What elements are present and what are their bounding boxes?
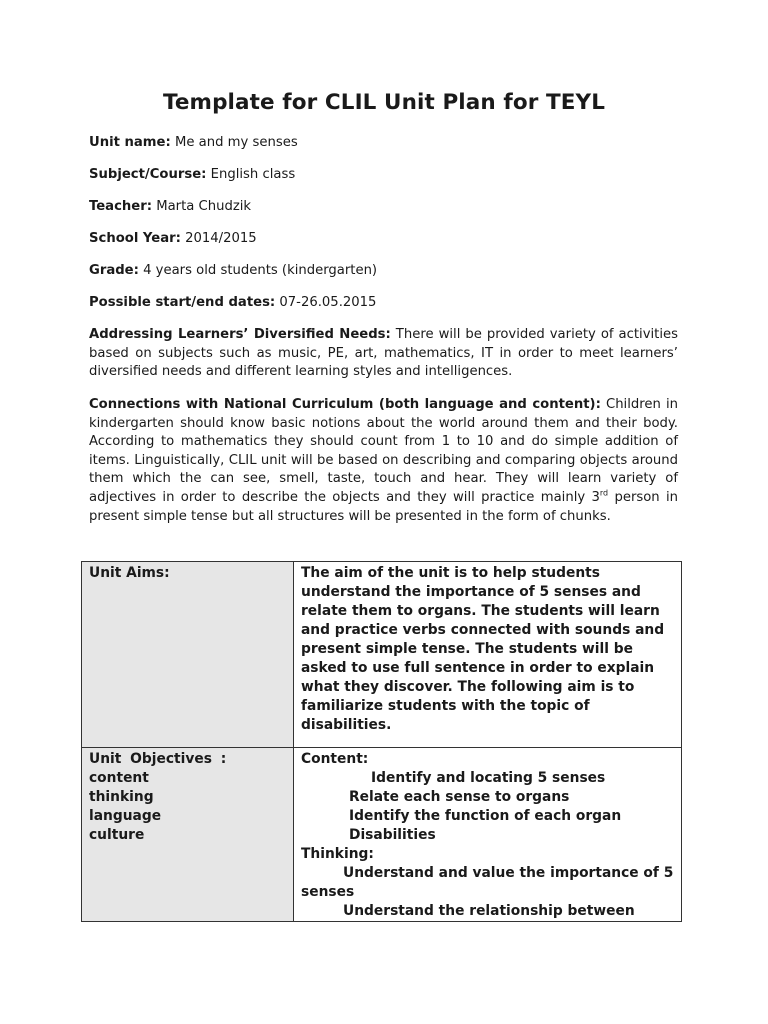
curriculum-label: Connections with National Curriculum (both language and content): xyxy=(89,397,601,412)
teacher-label: Teacher: xyxy=(89,199,153,214)
content-item: Identify the function of each organ xyxy=(349,808,622,824)
thinking-item: Understand and value the importance of 5 senses xyxy=(301,865,674,900)
objectives-label: Unit Objectives : xyxy=(89,751,227,767)
dates-value: 07-26.05.2015 xyxy=(279,295,377,310)
unit-aims-label: Unit Aims: xyxy=(89,565,170,581)
content-heading: Content: xyxy=(301,751,369,767)
content-item: Identify and locating 5 senses xyxy=(371,770,606,786)
unit-name-value: Me and my senses xyxy=(174,135,298,150)
objectives-label: content xyxy=(89,770,149,786)
grade-field xyxy=(89,262,377,280)
objectives-label: culture xyxy=(89,827,145,843)
unit-objectives-content-cell xyxy=(294,748,682,922)
unit-aims-text: The aim of the unit is to help students understand the importance of 5 senses and relate them to organs. The students will learn and practice verbs connected with sounds and present simple tense. The students will be asked to use full sentence in order to explain what they discover. The following aim is to familiarize students with the topic of disabilities. xyxy=(301,565,665,733)
dates-label: Possible start/end dates: xyxy=(89,295,276,310)
objectives-label: thinking xyxy=(89,789,154,805)
unit-plan-table xyxy=(81,561,682,922)
school-year-field xyxy=(89,230,257,248)
curriculum-paragraph xyxy=(89,396,678,526)
table-row xyxy=(82,562,682,748)
unit-aims-content-cell xyxy=(294,562,682,748)
thinking-heading: Thinking: xyxy=(301,846,374,862)
needs-paragraph xyxy=(89,326,678,382)
subject-label: Subject/Course: xyxy=(89,167,207,182)
page-title: Template for CLIL Unit Plan for TEYL xyxy=(162,90,606,115)
curriculum-superscript: rd xyxy=(599,488,609,498)
unit-objectives-label-cell xyxy=(82,748,294,922)
school-year-label: School Year: xyxy=(89,231,181,246)
grade-value: 4 years old students (kindergarten) xyxy=(143,263,378,278)
objectives-label: language xyxy=(89,808,162,824)
needs-text: There will be provided variety of activities based on subjects such as music, PE, art, mathematics, IT in order to meet learners’ diversified needs and different learning styles and intelligences. xyxy=(89,327,678,380)
dates-field xyxy=(89,294,376,312)
subject-field xyxy=(89,166,295,184)
school-year-value: 2014/2015 xyxy=(185,231,257,246)
unit-aims-label-cell xyxy=(82,562,294,748)
unit-name-field xyxy=(89,134,298,152)
content-item: Relate each sense to organs xyxy=(349,789,570,805)
table-row xyxy=(82,748,682,922)
teacher-value: Marta Chudzik xyxy=(156,199,252,214)
curriculum-text-a: Children in kindergarten should know basic notions about the world around them and their body. According to mathematics they should count from 1 to 10 and do simple addition of items. Linguistically, CLIL unit will be based on describing and comparing objects around them which the can see, smell, taste, touch and hear. They will learn variety of adjectives in order to describe the objects and they will practice mainly 3 xyxy=(89,397,678,505)
content-item: Disabilities xyxy=(349,827,436,843)
thinking-item: Understand the relationship between xyxy=(343,903,635,919)
needs-label: Addressing Learners’ Diversified Needs: xyxy=(89,327,391,342)
subject-value: English class xyxy=(210,167,296,182)
grade-label: Grade: xyxy=(89,263,139,278)
curriculum-text-b: person in present simple tense but all structures will be presented in the form of chunks. xyxy=(89,489,678,524)
unit-name-label: Unit name: xyxy=(89,135,171,150)
teacher-field xyxy=(89,198,251,216)
